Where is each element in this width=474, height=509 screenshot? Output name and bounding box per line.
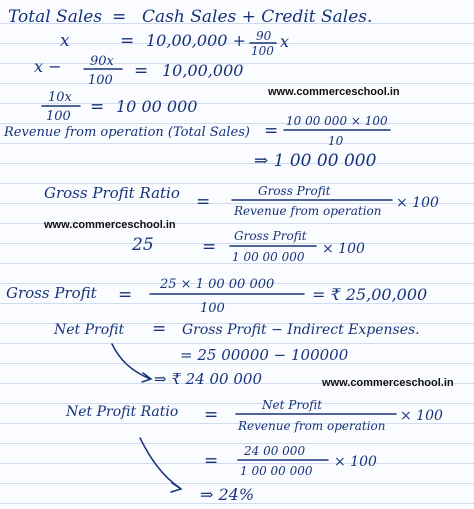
revenue-result: ⇒ 1 00 00 000 [254,151,377,171]
fraction-numerator: 24 00 000 [244,444,306,458]
gp-ratio-value: 25 [132,235,154,255]
fraction-numerator: 90 [256,29,272,43]
equals-sign: = [90,97,105,117]
fraction-numerator: 10 00 000 × 100 [286,114,388,128]
fraction-numerator: 25 × 1 00 00 000 [160,277,275,292]
watermark-text: www.commerceschool.in [322,377,454,389]
fraction-denominator: Revenue from operation [234,204,382,218]
net-profit-result: ⇒ ₹ 24 00 000 [154,370,262,388]
gross-profit-result: = ₹ 25,00,000 [312,285,428,304]
fraction-denominator: 100 [46,109,71,124]
equals-sign: = [264,121,279,141]
curved-arrow [140,438,180,488]
equals-sign: = [118,285,133,305]
gp-ratio-label: Gross Profit Ratio [44,184,180,202]
net-profit-substitution: = 25 00000 − 100000 [180,346,349,364]
net-profit-formula: Gross Profit − Indirect Expenses. [182,322,420,338]
equals-sign: = [120,31,135,51]
fraction-denominator: 10 [328,134,344,148]
equals-sign: = [112,7,127,27]
np-ratio-label: Net Profit Ratio [66,404,179,420]
gross-profit-label: Gross Profit [6,284,97,302]
equals-sign: = [204,451,219,471]
times-100: × 100 [322,241,365,257]
variable-x: x [280,32,290,51]
watermark-text: www.commerceschool.in [268,86,400,98]
equals-sign: = [204,405,219,425]
ten-lakh-value: 10 00 000 [116,97,198,116]
fraction-numerator: Net Profit [262,398,323,412]
fraction-numerator: 10x [48,90,72,105]
variable-x: x [60,31,70,51]
cash-credit-sales-text: Cash Sales + Credit Sales. [142,7,373,27]
times-100: × 100 [396,195,439,211]
equals-sign: = [202,237,217,257]
revenue-label: Revenue from operation (Total Sales) [4,125,250,140]
equals-sign: = [196,192,211,212]
equals-sign: = [134,61,149,81]
fraction-numerator: Gross Profit [258,184,331,198]
fraction-denominator: 1 00 00 000 [232,250,305,264]
times-100: × 100 [400,408,443,424]
x-minus-prefix: x − [34,57,62,76]
fraction-denominator: 100 [251,44,274,58]
fraction-denominator: 100 [200,301,225,316]
watermark-text: www.commerceschool.in [44,219,176,231]
fraction-numerator: Gross Profit [234,229,307,243]
equals-sign: = [152,319,167,339]
total-sales-label: Total Sales [8,7,103,27]
constant-10-lakh: 10,00,000 + [146,31,246,50]
times-100: × 100 [334,454,377,470]
ten-lakh-value: 10,00,000 [162,61,244,80]
net-profit-label: Net Profit [54,322,125,338]
fraction-numerator: 90x [90,54,114,69]
fraction-denominator: Revenue from operation [238,419,386,433]
fraction-denominator: 1 00 00 000 [240,464,313,478]
np-ratio-result: ⇒ 24% [200,485,255,504]
fraction-denominator: 100 [88,73,113,88]
